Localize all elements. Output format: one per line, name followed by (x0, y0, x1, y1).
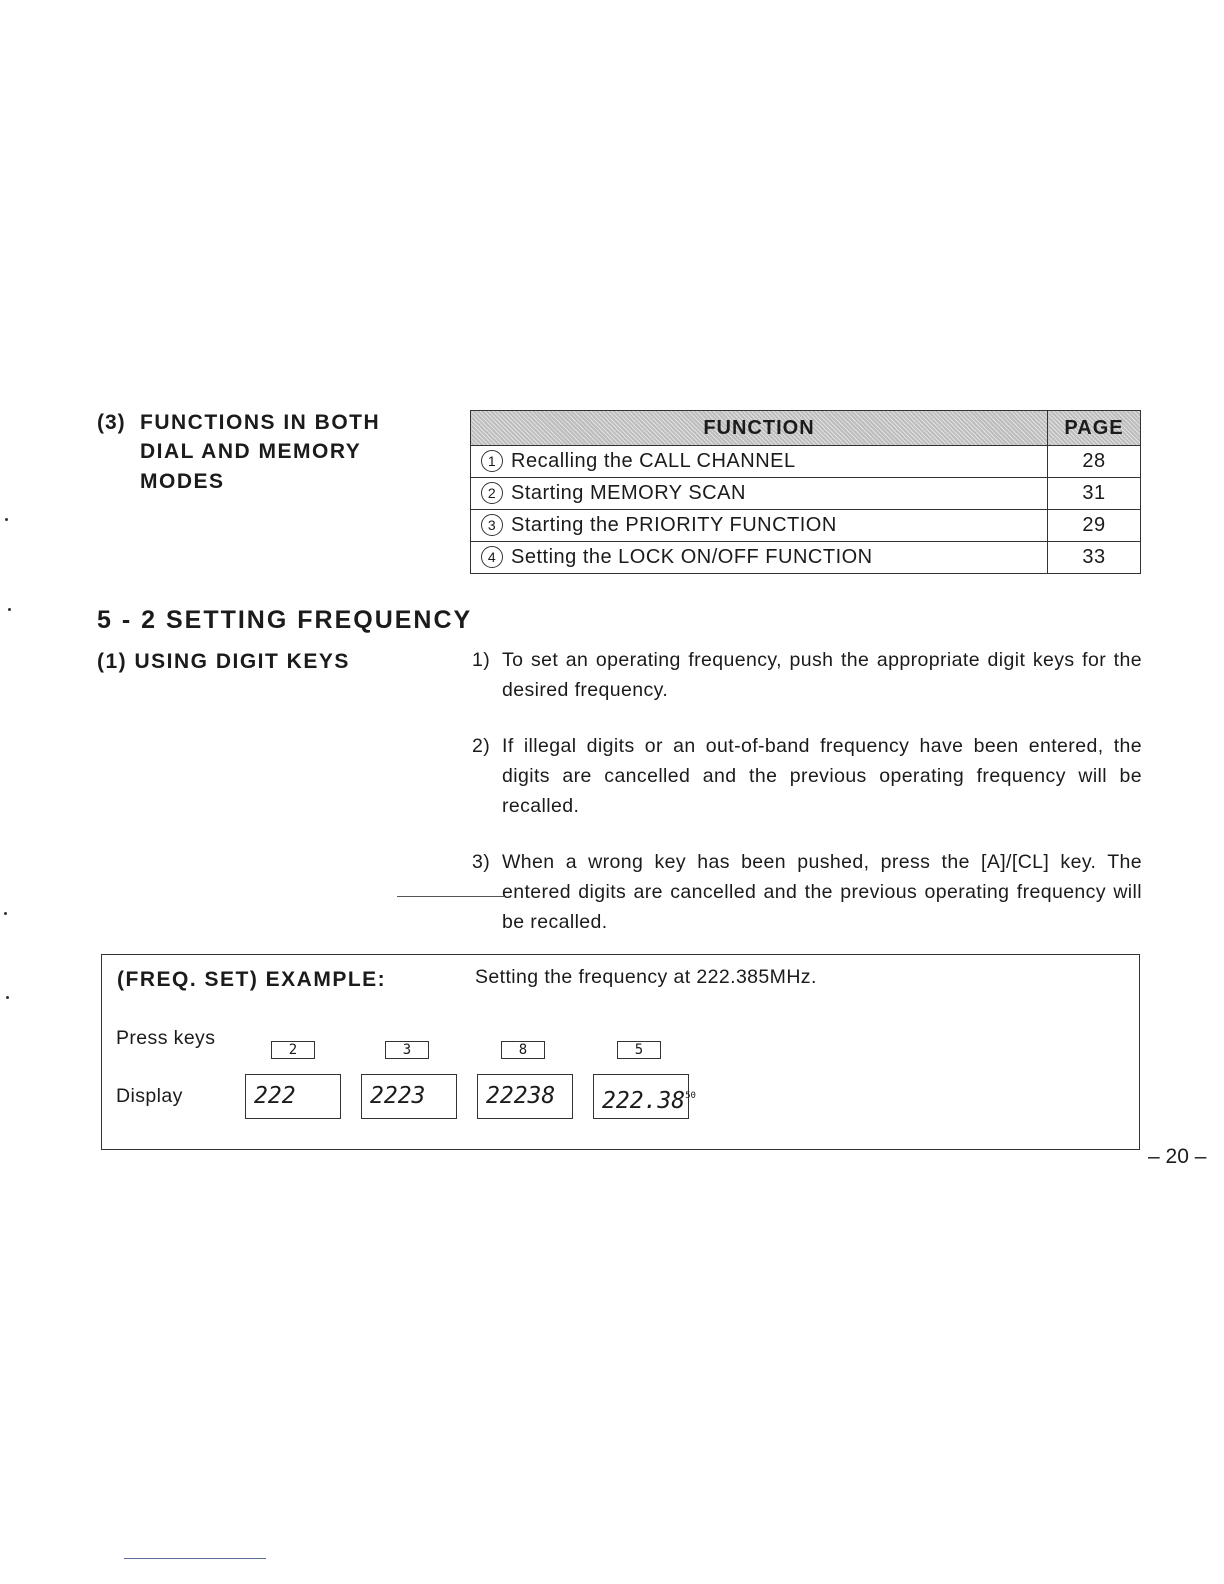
step-number: 3) (472, 851, 491, 873)
lcd-digits: 2223 (370, 1083, 426, 1109)
function-cell (471, 510, 1048, 542)
key-5-icon: 5 (617, 1041, 661, 1059)
function-cell (471, 542, 1048, 574)
function-name: Starting MEMORY SCAN (511, 482, 746, 504)
page-cell: 29 (1048, 510, 1141, 542)
circled-number-icon: 3 (481, 514, 503, 536)
lcd-digits: 222 (254, 1083, 296, 1109)
page-number: – 20 – (1148, 1145, 1207, 1168)
section-3-title-line-3: MODES (140, 470, 225, 493)
scan-speck (4, 912, 7, 915)
page-column-header: PAGE (1048, 411, 1141, 446)
lcd-display (245, 1074, 341, 1119)
page-cell: 33 (1048, 542, 1141, 574)
function-column-header: FUNCTION (471, 411, 1048, 446)
step-number: 2) (472, 735, 491, 757)
step-2 (472, 731, 1142, 821)
subsection-1-heading: (1) USING DIGIT KEYS (97, 650, 350, 673)
lcd-display (477, 1074, 573, 1119)
page-cell: 31 (1048, 478, 1141, 510)
lcd-digits: 222.38 (602, 1088, 686, 1114)
circled-number-icon: 1 (481, 450, 503, 472)
function-table-header-row (471, 411, 1141, 446)
function-name: Setting the LOCK ON/OFF FUNCTION (511, 546, 873, 568)
table-row (471, 510, 1141, 542)
key-8-icon: 8 (501, 1041, 545, 1059)
key-3-icon: 3 (385, 1041, 429, 1059)
step-3 (472, 847, 1142, 937)
lcd-small-digits: 50 (685, 1091, 696, 1101)
lcd-display (361, 1074, 457, 1119)
scan-speck (8, 608, 11, 611)
function-name: Starting the PRIORITY FUNCTION (511, 514, 837, 536)
section-3-title-line-1: FUNCTIONS IN BOTH (140, 411, 381, 434)
bottom-rule (124, 1558, 266, 1559)
section-3-number: (3) (97, 411, 126, 434)
lcd-digits: 22238 (486, 1083, 556, 1109)
function-cell (471, 478, 1048, 510)
section-3-title-line-2: DIAL AND MEMORY (140, 440, 362, 463)
step-text: To set an operating frequency, push the appropriate digit keys for the desired frequency. (502, 649, 1142, 701)
lcd-display (593, 1074, 696, 1119)
function-name: Recalling the CALL CHANNEL (511, 450, 796, 472)
table-row (471, 478, 1141, 510)
key-2-icon: 2 (271, 1041, 315, 1059)
section-5-2-heading: 5 - 2 SETTING FREQUENCY (97, 606, 473, 634)
table-row (471, 446, 1141, 478)
display-label: Display (116, 1085, 183, 1107)
circled-number-icon: 2 (481, 482, 503, 504)
step-text: When a wrong key has been pushed, press the [A]/[CL] key. The entered digits are cancelled and the previous operating frequency will be recalled. (502, 851, 1142, 933)
function-table (470, 410, 1141, 574)
press-keys-label: Press keys (116, 1027, 216, 1049)
step-number: 1) (472, 649, 491, 671)
step-1 (472, 645, 1142, 705)
scan-speck (5, 518, 8, 521)
scan-speck (6, 996, 9, 999)
margin-rule (397, 896, 505, 897)
example-title: (FREQ. SET) EXAMPLE: (117, 968, 387, 991)
function-cell (471, 446, 1048, 478)
page-cell: 28 (1048, 446, 1141, 478)
example-description: Setting the frequency at 222.385MHz. (475, 966, 817, 988)
circled-number-icon: 4 (481, 546, 503, 568)
step-text: If illegal digits or an out-of-band frequency have been entered, the digits are cancelled and the previous operating frequency will be recalled. (502, 735, 1142, 817)
table-row (471, 542, 1141, 574)
